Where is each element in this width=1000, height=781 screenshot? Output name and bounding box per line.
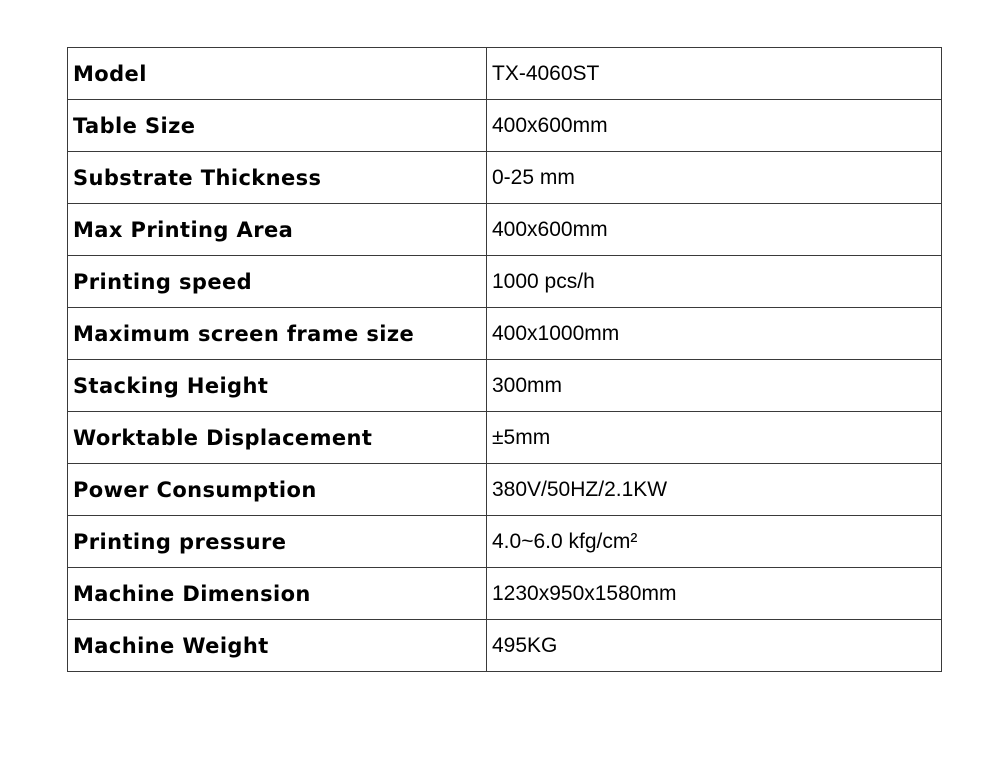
spec-table [67,47,942,672]
table-row [68,308,942,360]
spec-value: 400x1000mm [487,308,942,360]
spec-value: 380V/50HZ/2.1KW [487,464,942,516]
spec-value: 4.0~6.0 kfg/cm² [487,516,942,568]
spec-label: Printing speed [68,256,487,308]
spec-value: 400x600mm [487,100,942,152]
spec-value: 400x600mm [487,204,942,256]
table-row [68,48,942,100]
table-row [68,464,942,516]
table-row [68,360,942,412]
spec-value: 1000 pcs/h [487,256,942,308]
spec-label: Printing pressure [68,516,487,568]
spec-value: 300mm [487,360,942,412]
spec-label: Power Consumption [68,464,487,516]
spec-label: Model [68,48,487,100]
spec-label: Stacking Height [68,360,487,412]
spec-value: 1230x950x1580mm [487,568,942,620]
table-row [68,620,942,672]
spec-value: ±5mm [487,412,942,464]
spec-label: Max Printing Area [68,204,487,256]
table-row [68,204,942,256]
spec-label: Substrate Thickness [68,152,487,204]
spec-value: 0-25 mm [487,152,942,204]
table-row [68,568,942,620]
table-row [68,516,942,568]
table-row [68,152,942,204]
spec-value: 495KG [487,620,942,672]
table-row [68,412,942,464]
spec-label: Worktable Displacement [68,412,487,464]
spec-value: TX-4060ST [487,48,942,100]
table-row [68,100,942,152]
spec-table-body [68,48,942,672]
table-row [68,256,942,308]
spec-label: Machine Weight [68,620,487,672]
spec-label: Machine Dimension [68,568,487,620]
spec-label: Maximum screen frame size [68,308,487,360]
spec-label: Table Size [68,100,487,152]
